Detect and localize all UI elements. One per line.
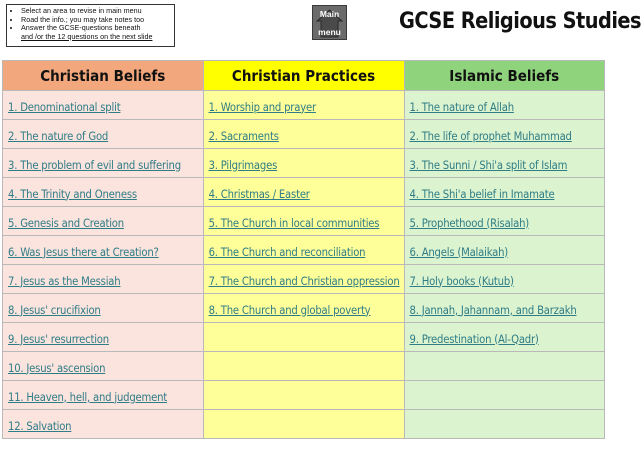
table-cell [3, 265, 204, 294]
topic-link[interactable]: 10. Jesus' ascension [8, 361, 106, 375]
topic-link[interactable]: 1. Denominational split [8, 100, 121, 114]
table-cell [404, 236, 605, 265]
header-christian-practices: Christian Practices [203, 61, 404, 91]
table-cell [404, 352, 605, 381]
instruction-item [21, 33, 171, 42]
topic-link[interactable]: 5. The Church in local communities [208, 216, 380, 230]
table-cell [3, 352, 204, 381]
table-row [3, 294, 605, 323]
table-row [3, 352, 605, 381]
main-menu-label-top: Main [319, 9, 340, 19]
table-row [3, 149, 605, 178]
table-row [3, 236, 605, 265]
topic-link[interactable]: 4. The Trinity and Oneness [8, 187, 137, 201]
table-cell [203, 149, 404, 178]
table-cell [404, 294, 605, 323]
table-cell [404, 178, 605, 207]
topic-link[interactable]: 3. The problem of evil and suffering [8, 158, 181, 172]
table-row [3, 207, 605, 236]
table-cell [404, 381, 605, 410]
header-christian-beliefs: Christian Beliefs [3, 61, 204, 91]
topic-link[interactable]: 6. Angels (Malaikah) [409, 245, 509, 259]
table-cell [3, 178, 204, 207]
main-menu-button[interactable] [312, 5, 347, 40]
topic-link[interactable]: 2. The life of prophet Muhammad [409, 129, 572, 143]
topics-table [2, 60, 605, 439]
topic-link[interactable]: 1. The nature of Allah [409, 100, 514, 114]
table-cell [404, 410, 605, 439]
instruction-item: • Road the info.; you may take notes too [21, 16, 171, 25]
table-cell [203, 207, 404, 236]
table-cell [3, 120, 204, 149]
topic-link[interactable]: 2. The nature of God [8, 129, 109, 143]
topic-link[interactable]: 8. The Church and global poverty [208, 303, 371, 317]
table-cell [203, 323, 404, 352]
table-cell [203, 236, 404, 265]
table-cell [404, 120, 605, 149]
topic-link[interactable]: 6. The Church and reconciliation [208, 245, 366, 259]
table-cell [203, 352, 404, 381]
table-cell [203, 265, 404, 294]
table-cell [404, 149, 605, 178]
topic-link[interactable]: 8. Jannah, Jahannam, and Barzakh [409, 303, 577, 317]
topic-link[interactable]: 7. Holy books (Kutub) [409, 274, 514, 288]
topic-link[interactable]: 3. Pilgrimages [208, 158, 278, 172]
topic-link[interactable]: 6. Was Jesus there at Creation? [8, 245, 159, 259]
table-cell [203, 410, 404, 439]
table-cell [3, 381, 204, 410]
table-cell [3, 294, 204, 323]
topic-link[interactable]: 12. Salvation [8, 419, 72, 433]
table-row [3, 410, 605, 439]
topic-link[interactable]: 9. Jesus' resurrection [8, 332, 109, 346]
instruction-item: • Answer the GCSE-questions beneath [21, 24, 171, 33]
table-cell [3, 236, 204, 265]
topic-link[interactable]: 7. The Church and Christian oppression [208, 274, 400, 288]
topic-link[interactable]: 5. Genesis and Creation [8, 216, 124, 230]
table-cell [203, 178, 404, 207]
table-row [3, 120, 605, 149]
topic-link[interactable]: 2. Sacraments [208, 129, 279, 143]
topic-link[interactable]: 4. Christmas / Easter [208, 187, 310, 201]
table-row [3, 323, 605, 352]
table-cell [203, 294, 404, 323]
table-row [3, 91, 605, 120]
table-cell [3, 323, 204, 352]
topic-link[interactable]: 11. Heaven, hell, and judgement [8, 390, 168, 404]
topic-link[interactable]: 1. Worship and prayer [208, 100, 316, 114]
topic-link[interactable]: 4. The Shi'a belief in Imamate [409, 187, 555, 201]
table-cell [3, 410, 204, 439]
table-cell [404, 207, 605, 236]
table-row [3, 381, 605, 410]
topic-link[interactable]: 8. Jesus' crucifixion [8, 303, 101, 317]
table-cell [203, 381, 404, 410]
table-cell [203, 91, 404, 120]
table-cell [404, 323, 605, 352]
table-row [3, 265, 605, 294]
topic-link[interactable]: 5. Prophethood (Risalah) [409, 216, 530, 230]
page-title: GCSE Religious Studies [399, 9, 641, 34]
table-cell [404, 265, 605, 294]
table-row [3, 178, 605, 207]
instruction-text: and /or the 12 questions on the next slide [21, 31, 153, 41]
topic-link[interactable]: 3. The Sunni / Shi'a split of Islam [409, 158, 568, 172]
table-cell [203, 120, 404, 149]
table-cell [3, 91, 204, 120]
header-islamic-beliefs: Islamic Beliefs [404, 61, 605, 91]
instructions-box [6, 4, 175, 47]
topic-link[interactable]: 7. Jesus as the Messiah [8, 274, 121, 288]
main-menu-label-bottom: menu [318, 27, 341, 37]
instruction-item: • Select an area to revise in main menu [21, 7, 171, 16]
table-cell [404, 91, 605, 120]
table-cell [3, 149, 204, 178]
table-cell [3, 207, 204, 236]
topic-link[interactable]: 9. Predestination (Al-Qadr) [409, 332, 539, 346]
